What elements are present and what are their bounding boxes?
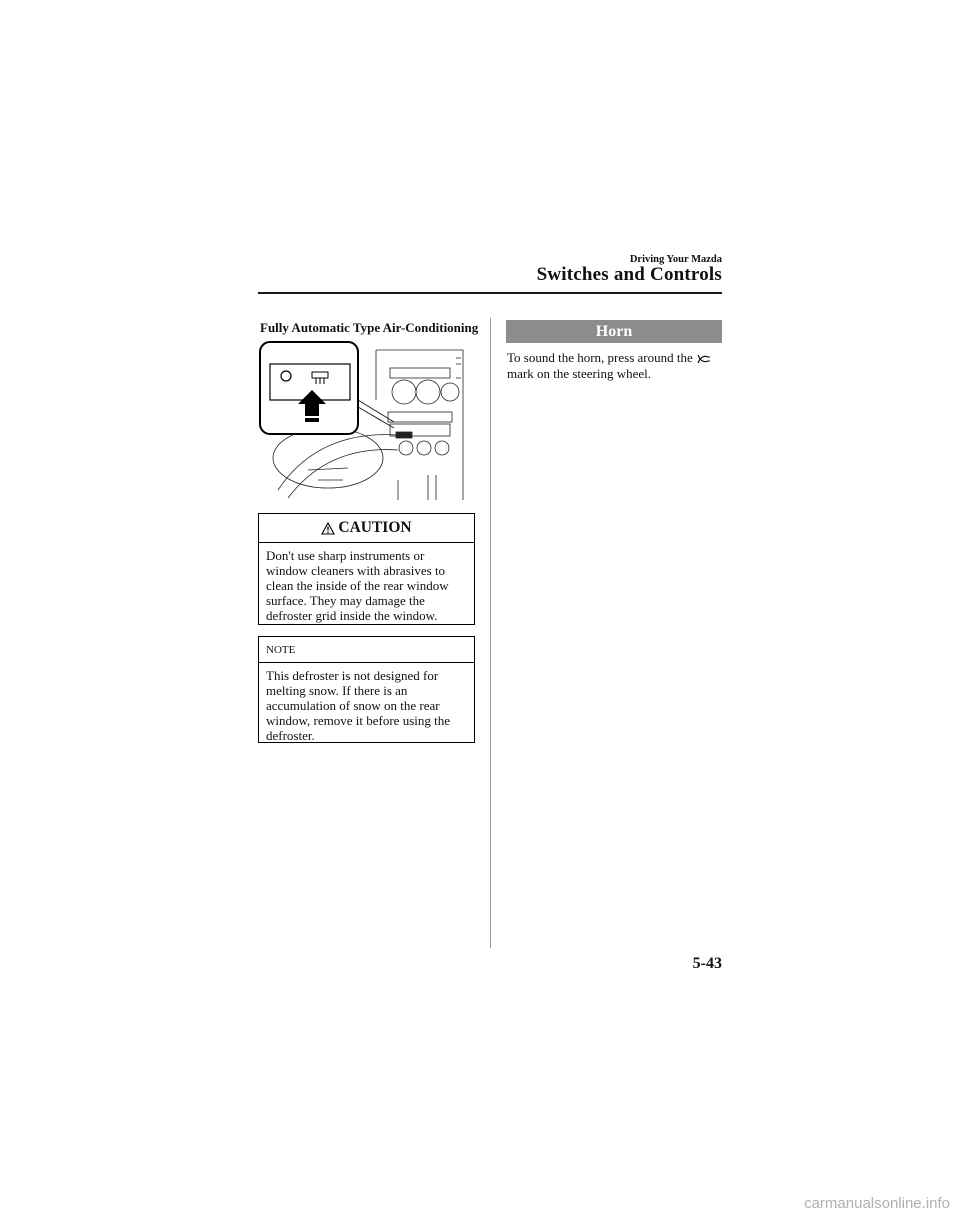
section-title: Driving Your Mazda	[629, 254, 722, 265]
ac-subheading: Fully Automatic Type Air-Conditioning	[260, 320, 479, 335]
caution-header	[259, 514, 474, 543]
horn-text-before: To sound the horn, press around the	[507, 350, 693, 365]
page-number: 5-43	[692, 955, 722, 972]
horn-heading: Horn	[506, 320, 722, 343]
caution-text: Don't use sharp instruments or window cleaners with abrasives to clean the inside of the rear window surface. They may damage the defroster grid inside the window.	[266, 548, 449, 623]
warning-icon	[321, 522, 335, 535]
horn-text-after: mark on the steering wheel.	[507, 366, 652, 381]
caution-title: CAUTION	[338, 519, 412, 536]
note-title: NOTE	[259, 637, 474, 663]
horn-instructions	[507, 350, 727, 382]
caution-box	[258, 513, 475, 625]
chapter-title: Switches and Controls	[536, 264, 722, 285]
column-divider	[490, 318, 491, 948]
watermark-text: carmanualsonline.info	[804, 1195, 950, 1212]
horn-icon	[697, 354, 711, 364]
note-text: This defroster is not designed for melting snow. If there is an accumulation of snow on the rear window, remove it before using the defroster.	[266, 668, 450, 743]
note-box	[258, 636, 475, 743]
header-rule	[258, 292, 722, 294]
defroster-illustration	[258, 340, 476, 500]
